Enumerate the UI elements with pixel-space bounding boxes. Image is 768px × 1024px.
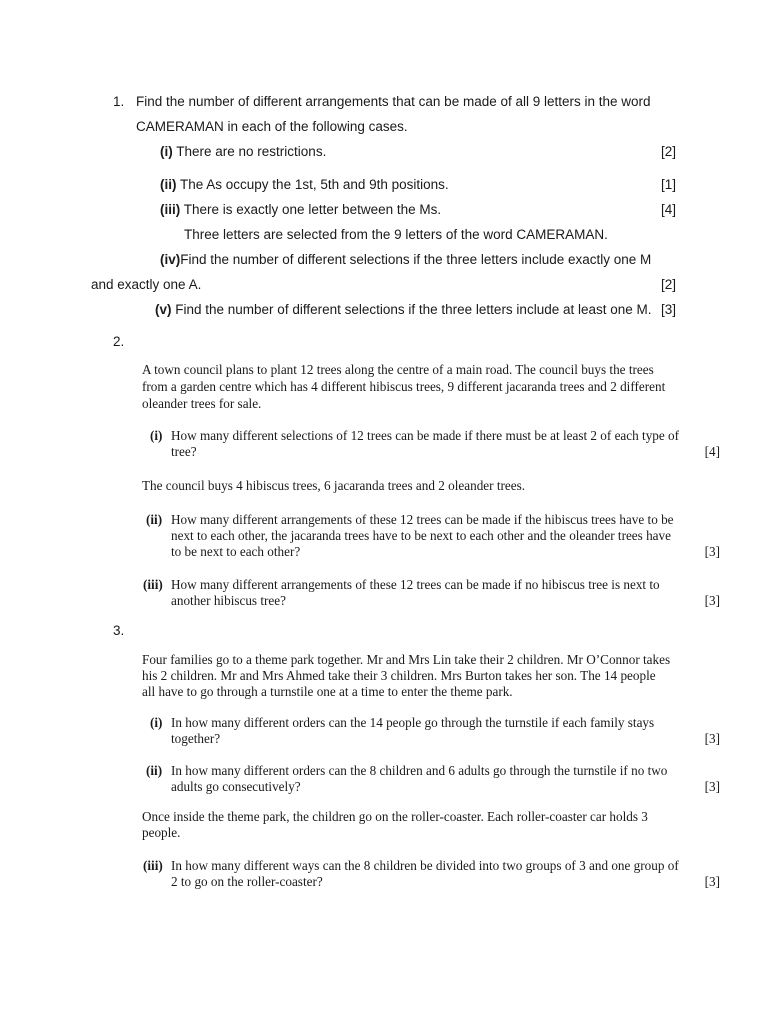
part-label: (ii)	[146, 512, 163, 527]
part-label: (ii)	[160, 177, 177, 192]
part-label: (iii)	[160, 202, 181, 217]
part-text: Find the number of different selections if the three letters include at least one M.	[171, 302, 652, 317]
part-text: to be next to each other?	[171, 544, 301, 559]
part-text: next to each other, the jacaranda trees have to be next to each other and the oleander trees have	[171, 528, 671, 543]
part-text: Find the number of different selections if the three letters include exactly one M	[180, 252, 652, 267]
part-text: How many different arrangements of these 12 trees can be made if the hibiscus trees have to be	[171, 512, 674, 527]
question-stem-line: all have to go through a turnstile one at a time to enter the theme park.	[142, 684, 513, 699]
marks: [3]	[704, 544, 720, 559]
part-text: How many different arrangements of these 12 trees can be made if no hibiscus tree is next to	[171, 577, 660, 592]
part-label: (i)	[150, 715, 163, 730]
purchase-intro: The council buys 4 hibiscus trees, 6 jacaranda trees and 2 oleander trees.	[142, 478, 526, 493]
part-label: (ii)	[146, 763, 163, 778]
part-v	[155, 302, 652, 318]
part-label: (iv)	[160, 252, 181, 267]
roller-coaster-intro: people.	[142, 825, 181, 840]
marks: [3]	[704, 874, 720, 889]
marks: [4]	[704, 444, 720, 459]
marks: [2]	[660, 144, 676, 159]
part-text: There is exactly one letter between the Ms.	[180, 202, 442, 217]
part-label: (iii)	[143, 577, 163, 592]
marks: [4]	[660, 202, 676, 217]
marks: [3]	[704, 779, 720, 794]
marks: [3]	[704, 731, 720, 746]
part-label: (iii)	[143, 858, 163, 873]
question-stem-line: his 2 children. Mr and Mrs Ahmed take their 3 children. Mrs Burton takes her son. The 14 people	[142, 668, 656, 683]
question-stem-line: Find the number of different arrangements that can be made of all 9 letters in the word	[136, 94, 651, 109]
part-text: There are no restrictions.	[172, 144, 327, 159]
part-text: tree?	[171, 444, 197, 459]
question-number: 2.	[113, 334, 125, 349]
question-number: 1.	[113, 94, 125, 109]
part-text: In how many different orders can the 14 people go through the turnstile if each family stays	[171, 715, 655, 730]
part-iii	[160, 202, 441, 218]
part-text: How many different selections of 12 trees can be made if there must be at least 2 of each type of	[171, 428, 680, 443]
marks: [2]	[660, 277, 676, 292]
question-stem-line: A town council plans to plant 12 trees along the centre of a main road. The council buys the trees	[142, 362, 654, 377]
part-label: (v)	[155, 302, 172, 317]
selection-intro: Three letters are selected from the 9 letters of the word CAMERAMAN.	[184, 227, 608, 242]
part-label: (i)	[150, 428, 163, 443]
marks: [3]	[704, 593, 720, 608]
part-text: adults go consecutively?	[171, 779, 301, 794]
question-number: 3.	[113, 623, 125, 638]
part-text: In how many different ways can the 8 children be divided into two groups of 3 and one group of	[171, 858, 679, 873]
part-text: In how many different orders can the 8 children and 6 adults go through the turnstile if no two	[171, 763, 668, 778]
part-text-continuation: and exactly one A.	[91, 277, 202, 292]
part-text: 2 to go on the roller-coaster?	[171, 874, 323, 889]
part-text: together?	[171, 731, 221, 746]
part-label: (i)	[160, 144, 173, 159]
part-i	[160, 144, 326, 160]
part-text: The As occupy the 1st, 5th and 9th positions.	[176, 177, 449, 192]
question-stem-line: from a garden centre which has 4 different hibiscus trees, 9 different jacaranda trees and 2 different	[142, 379, 666, 394]
question-stem-line: oleander trees for sale.	[142, 396, 262, 411]
question-stem-line: Four families go to a theme park together. Mr and Mrs Lin take their 2 children. Mr O’Connor takes	[142, 652, 671, 667]
part-text: another hibiscus tree?	[171, 593, 286, 608]
marks: [3]	[660, 302, 676, 317]
part-iv	[160, 252, 651, 268]
question-stem-line: CAMERAMAN in each of the following cases.	[136, 119, 408, 134]
roller-coaster-intro: Once inside the theme park, the children go on the roller-coaster. Each roller-coaster car holds 3	[142, 809, 648, 824]
part-ii	[160, 177, 449, 193]
marks: [1]	[660, 177, 676, 192]
